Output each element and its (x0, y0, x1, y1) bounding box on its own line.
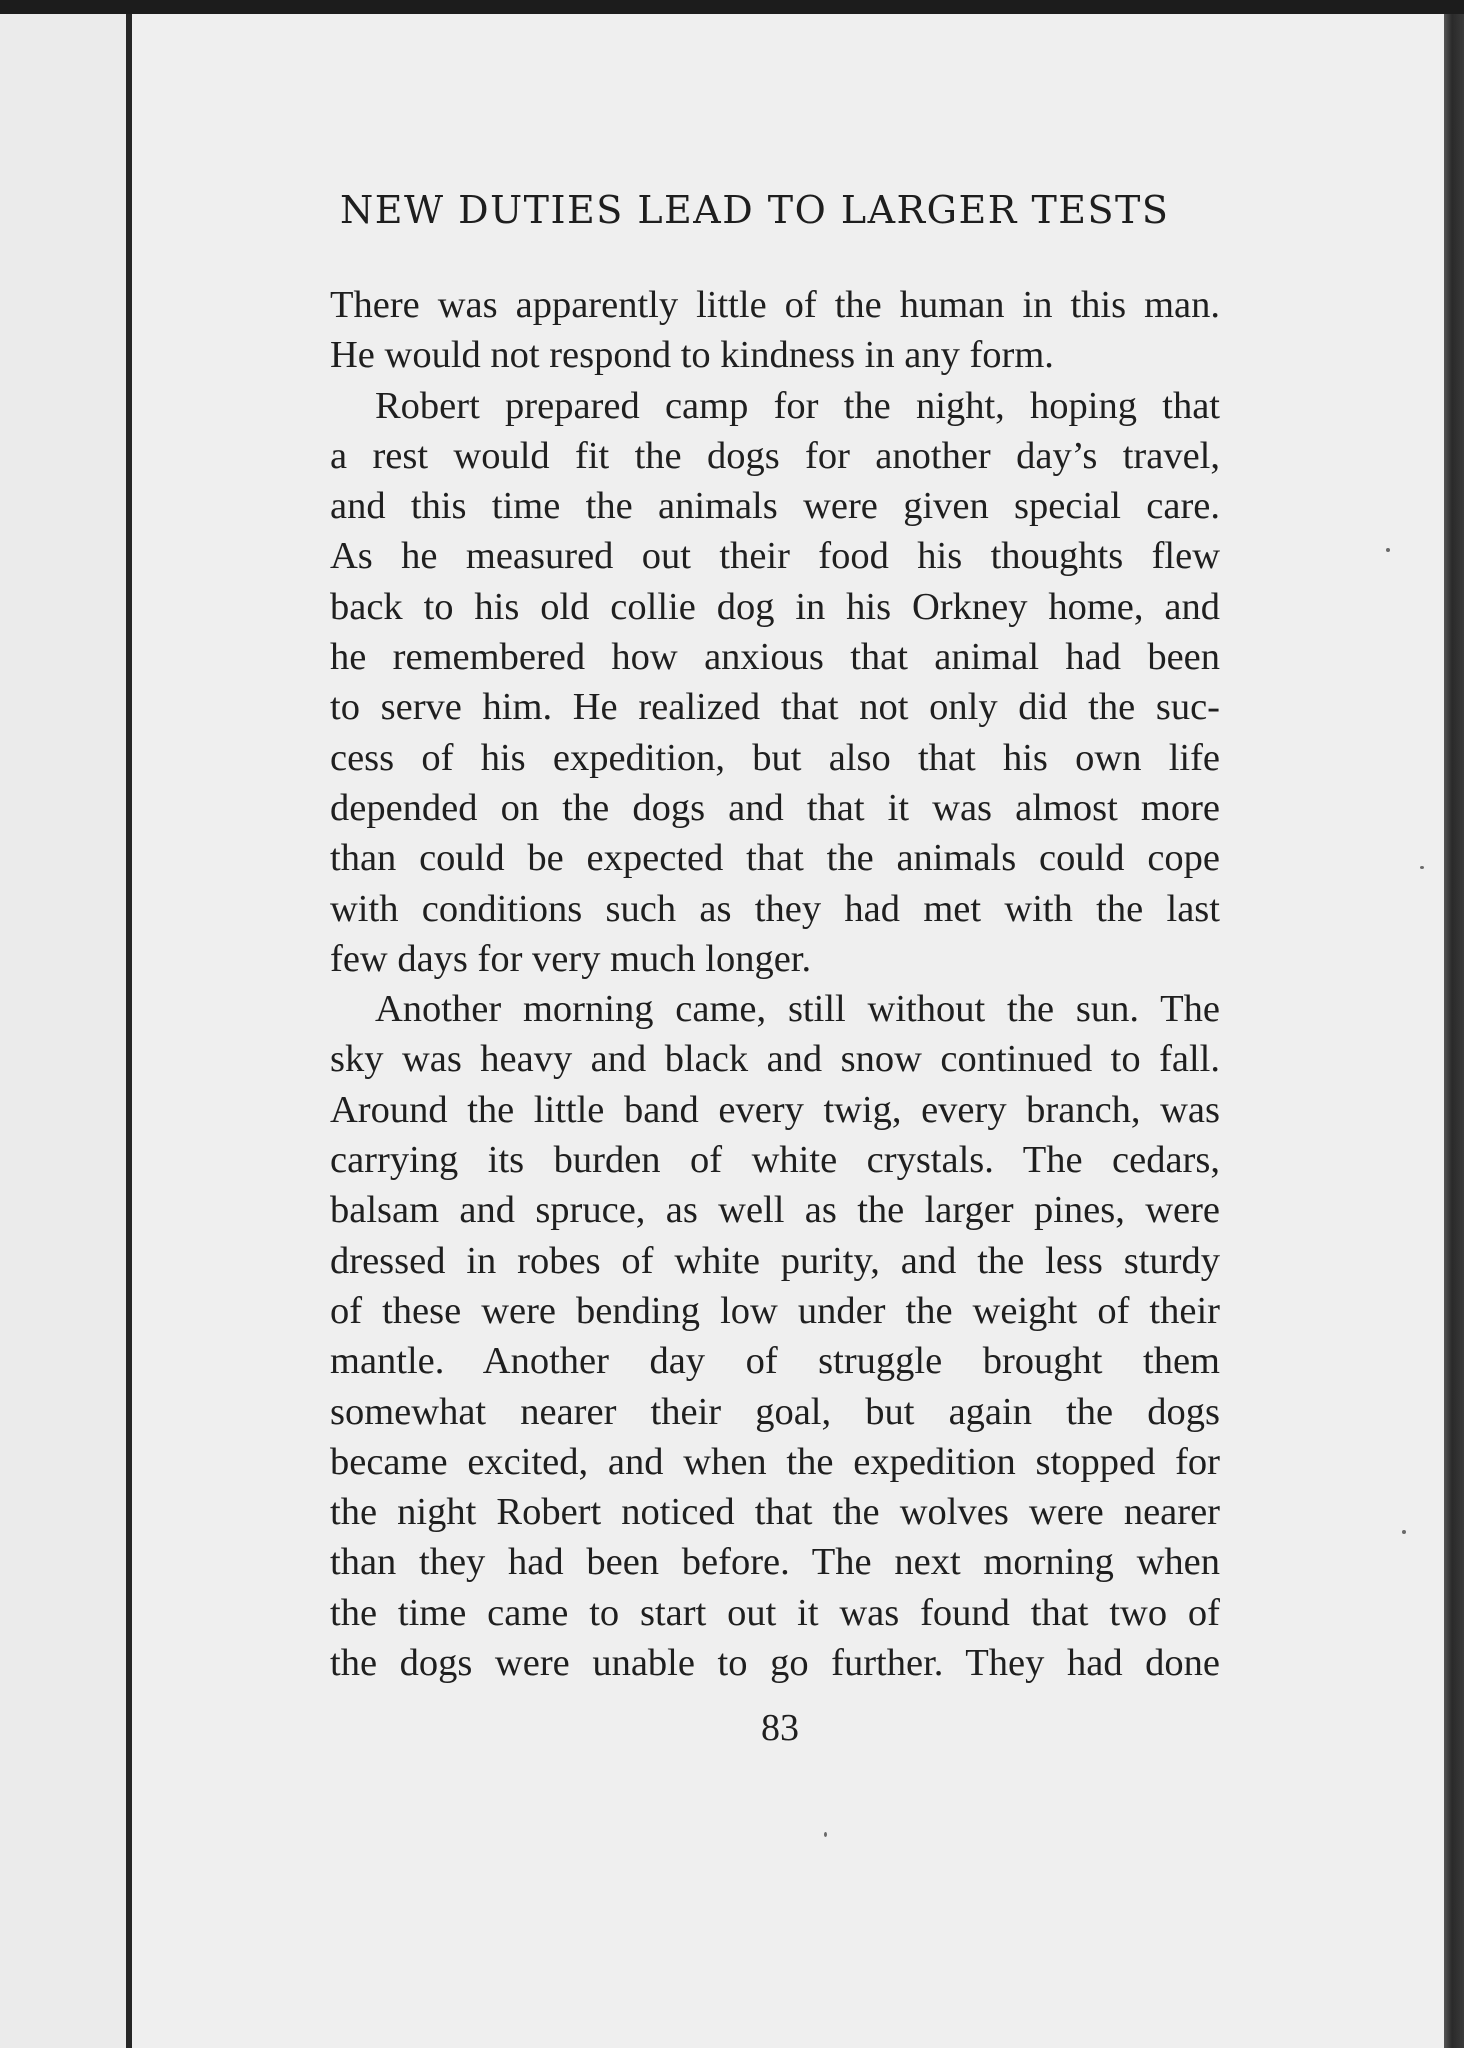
text-line: carrying its burden of white crystals. The cedars, (330, 1139, 1220, 1182)
text-line: mantle. Another day of struggle brought them (330, 1340, 1220, 1383)
scan-speck (1402, 1530, 1406, 1534)
text-line: back to his old collie dog in his Orkney home, and (330, 585, 1220, 628)
text-line: the time came to start out it was found that two of (330, 1591, 1220, 1634)
scan-speck (1386, 548, 1390, 552)
text-line: than they had been before. The next morning when (330, 1541, 1220, 1584)
text-line: He would not respond to kindness in any form. (330, 334, 1054, 377)
text-line: Another morning came, still without the sun. The (375, 988, 1220, 1031)
text-line: the dogs were unable to go further. They had done (330, 1642, 1220, 1685)
text-line: than could be expected that the animals could cope (330, 837, 1220, 880)
text-line: the night Robert noticed that the wolves were nearer (330, 1491, 1220, 1534)
text-line: As he measured out their food his thoughts flew (330, 535, 1220, 578)
text-line: sky was heavy and black and snow continued to fall. (330, 1038, 1220, 1081)
text-line: Robert prepared camp for the night, hoping that (375, 384, 1220, 427)
body-text (330, 280, 1220, 1688)
scan-speck (1420, 866, 1424, 869)
text-line: depended on the dogs and that it was almost more (330, 786, 1220, 829)
text-line: cess of his expedition, but also that his own life (330, 736, 1220, 779)
text-line: became excited, and when the expedition stopped for (330, 1440, 1220, 1483)
running-head: NEW DUTIES LEAD TO LARGER TESTS (340, 188, 1170, 232)
page-right-edge (1444, 14, 1464, 2048)
text-line: balsam and spruce, as well as the larger pines, were (330, 1189, 1220, 1232)
text-line: Around the little band every twig, every branch, was (330, 1088, 1220, 1131)
text-line: he remembered how anxious that animal had been (330, 636, 1220, 679)
text-line: to serve him. He realized that not only did the suc- (330, 686, 1220, 729)
left-page-margin (0, 14, 126, 2048)
text-line: with conditions such as they had met with the last (330, 887, 1220, 930)
text-line: a rest would fit the dogs for another day’s travel, (330, 434, 1220, 477)
scan-top-border (0, 0, 1464, 14)
text-line: and this time the animals were given special care. (330, 485, 1220, 528)
scan-speck (824, 1832, 827, 1837)
text-line: dressed in robes of white purity, and the less sturdy (330, 1239, 1220, 1282)
text-line: few days for very much longer. (330, 937, 812, 980)
text-line: of these were bending low under the weight of their (330, 1289, 1220, 1332)
text-line: There was apparently little of the human in this man. (330, 284, 1220, 326)
text-line: somewhat nearer their goal, but again the dogs (330, 1390, 1220, 1433)
page-number: 83 (761, 1707, 799, 1749)
